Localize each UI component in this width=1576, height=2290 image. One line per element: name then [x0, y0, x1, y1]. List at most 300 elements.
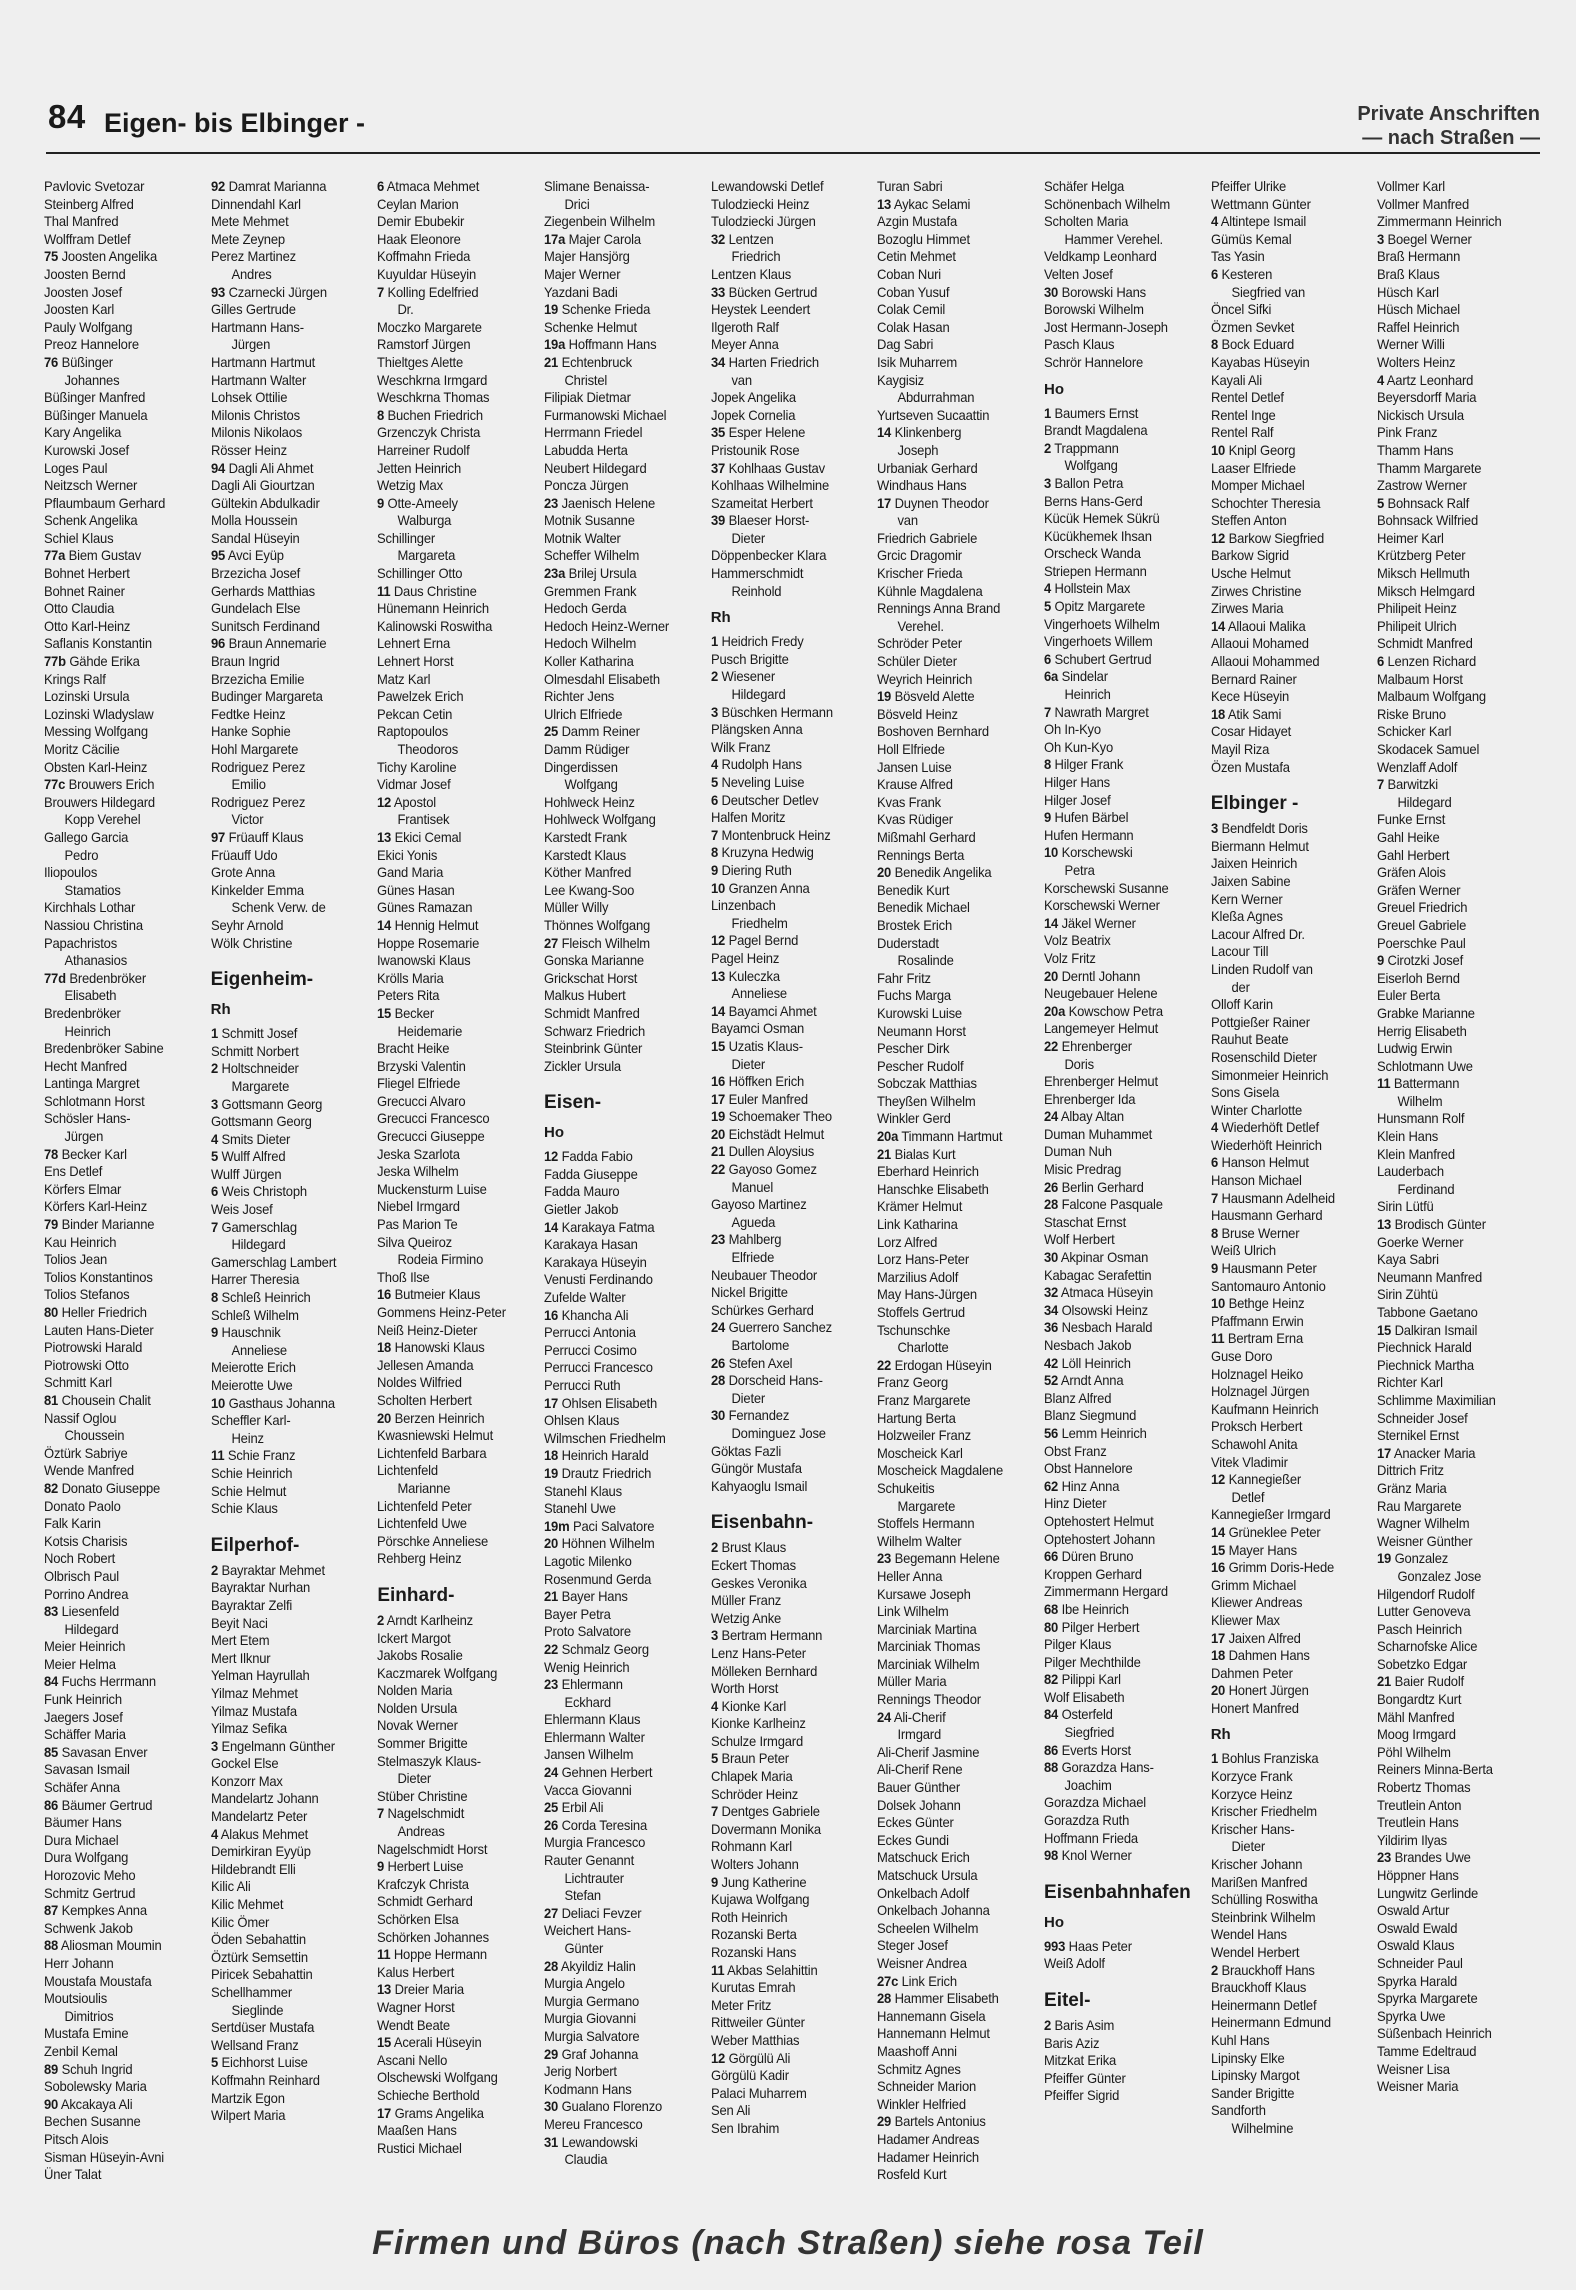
- resident-entry: [211, 1078, 362, 1096]
- resident-name: Joseph: [897, 441, 939, 458]
- resident-entry: [1044, 1425, 1195, 1443]
- resident-name: May Hans-Jürgen: [877, 1286, 978, 1303]
- resident-entry: [1377, 1462, 1528, 1480]
- resident-entry: [377, 952, 528, 970]
- resident-name: Lichtenfeld Barbara: [377, 1444, 487, 1461]
- resident-entry: [377, 1410, 528, 1428]
- resident-entry: [377, 1357, 528, 1375]
- house-number: 11: [377, 1946, 391, 1963]
- resident-name: Öncel Sifki: [1210, 301, 1271, 318]
- house-number: 8: [710, 844, 718, 861]
- resident-name: Pristounik Rose: [710, 441, 800, 458]
- resident-name: Nickel Brigitte: [710, 1284, 788, 1301]
- house-number: 5: [710, 1750, 718, 1767]
- resident-entry: [544, 1201, 695, 1219]
- resident-entry: [1377, 460, 1528, 478]
- house-number: 2: [1044, 439, 1052, 456]
- resident-name: Özmen Sevket: [1210, 318, 1294, 335]
- house-number: 9: [1044, 809, 1052, 826]
- resident-entry: [544, 319, 695, 337]
- resident-name: Falcone Pasquale: [1061, 1196, 1163, 1213]
- resident-name: Schlotmann Uwe: [1377, 1057, 1474, 1074]
- resident-entry: [1211, 1330, 1362, 1348]
- resident-entry: [544, 1183, 695, 1201]
- resident-entry: [877, 1902, 1028, 1920]
- house-number: 7: [377, 1805, 385, 1822]
- resident-entry: [1211, 1979, 1362, 1997]
- resident-entry: [211, 882, 362, 900]
- resident-entry: [44, 1498, 195, 1516]
- resident-name: Raffel Heinrich: [1377, 318, 1460, 335]
- resident-name: Mayil Riza: [1210, 741, 1269, 757]
- house-number: 5: [1377, 494, 1385, 511]
- resident-entry: [377, 1911, 528, 1929]
- resident-entry: [211, 1166, 362, 1184]
- resident-name: Bäumer Gertrud: [61, 1796, 153, 1813]
- resident-entry: [211, 1342, 362, 1360]
- resident-name: Kannegießer Irmgard: [1210, 1506, 1331, 1523]
- resident-entry: [1211, 1874, 1362, 1892]
- resident-name: Rauhut Beate: [1210, 1031, 1289, 1048]
- resident-name: Kaygisiz: [877, 371, 925, 388]
- resident-name: Nesbach Harald: [1061, 1319, 1153, 1336]
- resident-name: Hufen Bärbel: [1054, 809, 1129, 826]
- resident-entry: [544, 688, 695, 706]
- resident-name: Khancha Ali: [561, 1306, 629, 1323]
- resident-name: Paci Salvatore: [572, 1517, 655, 1534]
- resident-entry: [711, 1891, 862, 1909]
- resident-entry: [211, 1826, 362, 1844]
- resident-name: Bäumer Hans: [44, 1814, 122, 1831]
- resident-name: Yilmaz Mehmet: [210, 1684, 298, 1701]
- resident-name: Mähl Manfred: [1377, 1708, 1455, 1725]
- resident-name: Baumers Ernst: [1054, 404, 1139, 421]
- resident-name: Siegfried: [1064, 1724, 1115, 1741]
- resident-name: Miksch Hellmuth: [1377, 565, 1471, 582]
- resident-entry: [544, 811, 695, 829]
- resident-name: Olmesdahl Elisabeth: [544, 670, 660, 687]
- resident-entry: [544, 354, 695, 372]
- resident-name: Kvas Frank: [877, 793, 942, 810]
- resident-name: Düren Bruno: [1061, 1548, 1134, 1565]
- resident-entry: [544, 1940, 695, 1958]
- resident-entry: [711, 704, 862, 722]
- resident-name: Pfaffmann Erwin: [1210, 1312, 1304, 1329]
- resident-name: Drici: [564, 195, 590, 212]
- resident-entry: [377, 1198, 528, 1216]
- resident-entry: [1377, 952, 1528, 970]
- resident-name: Grote Anna: [210, 864, 275, 881]
- house-number: 11: [1210, 1330, 1225, 1347]
- resident-name: Porrino Andrea: [44, 1585, 129, 1602]
- resident-entry: [544, 1676, 695, 1694]
- resident-name: Kwasniewski Helmut: [377, 1427, 494, 1444]
- resident-entry: [377, 1023, 528, 1041]
- resident-name: Anacker Maria: [1394, 1444, 1476, 1461]
- resident-entry: [711, 284, 862, 302]
- resident-entry: [44, 319, 195, 337]
- resident-name: Körfers Elmar: [44, 1180, 122, 1197]
- resident-name: Lemm Heinrich: [1061, 1424, 1147, 1441]
- resident-name: Schneider Paul: [1377, 1954, 1464, 1971]
- resident-entry: [211, 1843, 362, 1861]
- resident-name: Gorazdza Hans-: [1061, 1759, 1154, 1776]
- resident-name: Butmeier Klaus: [394, 1286, 481, 1303]
- resident-entry: [877, 1973, 1028, 1991]
- resident-entry: [1211, 1962, 1362, 1980]
- resident-entry: [1211, 926, 1362, 944]
- resident-entry: [377, 530, 528, 548]
- resident-name: Hoffmann Hans: [568, 336, 657, 353]
- resident-entry: [1044, 1443, 1195, 1461]
- resident-entry: [711, 1768, 862, 1786]
- resident-name: Pilger Herbert: [1061, 1618, 1140, 1635]
- resident-name: Euler Berta: [1377, 987, 1441, 1004]
- resident-entry: [711, 2050, 862, 2068]
- resident-entry: [544, 424, 695, 442]
- resident-entry: [711, 1056, 862, 1074]
- resident-entry: [1377, 1744, 1528, 1762]
- resident-name: Sen Ibrahim: [710, 2119, 779, 2136]
- resident-entry: [44, 495, 195, 513]
- resident-entry: [44, 987, 195, 1005]
- resident-entry: [44, 1638, 195, 1656]
- resident-name: van: [731, 371, 752, 388]
- resident-name: Pagel Heinz: [710, 949, 779, 966]
- resident-entry: [44, 1568, 195, 1586]
- resident-name: Plängsken Anna: [710, 721, 803, 738]
- resident-entry: [877, 424, 1028, 442]
- resident-name: Charlotte: [897, 1339, 949, 1356]
- resident-entry: [1044, 301, 1195, 319]
- resident-name: Bracht Heike: [377, 1040, 450, 1057]
- house-number: 93: [210, 283, 225, 300]
- resident-name: Kopp Verehel: [64, 811, 141, 828]
- resident-name: Oswald Ewald: [1377, 1919, 1458, 1936]
- resident-name: Thieltges Alette: [377, 353, 464, 370]
- house-number: 6: [1210, 1154, 1218, 1171]
- resident-name: Vitek Vladimir: [1210, 1453, 1288, 1470]
- house-number: 20: [377, 1409, 392, 1426]
- resident-entry: [877, 2113, 1028, 2131]
- resident-name: Wagner Wilhelm: [1377, 1515, 1470, 1532]
- resident-entry: [44, 970, 195, 988]
- resident-name: Slimane Benaissa-: [544, 178, 650, 194]
- resident-name: Wagner Horst: [377, 1998, 455, 2015]
- resident-entry: [44, 1973, 195, 1991]
- resident-name: Sirin Zühtü: [1377, 1286, 1439, 1303]
- resident-entry: [877, 1322, 1028, 1340]
- resident-name: Schillinger Otto: [377, 565, 463, 582]
- resident-name: Hanschke Elisabeth: [877, 1180, 990, 1197]
- house-number: 7: [210, 1218, 218, 1235]
- directory-columns: [44, 178, 1544, 2183]
- resident-name: Demir Ebubekir: [377, 213, 465, 230]
- resident-name: Gommens Heinz-Peter: [377, 1304, 507, 1320]
- directory-column: [377, 178, 544, 2156]
- resident-name: Karakaya Hasan: [544, 1236, 638, 1253]
- resident-entry: [711, 1733, 862, 1751]
- resident-entry: [544, 336, 695, 354]
- resident-entry: [1377, 284, 1528, 302]
- resident-entry: [44, 1286, 195, 1304]
- resident-entry: [1044, 792, 1195, 810]
- resident-entry: [1211, 1665, 1362, 1683]
- resident-entry: [44, 759, 195, 777]
- resident-name: Kliewer Max: [1210, 1611, 1280, 1628]
- resident-entry: [1377, 1814, 1528, 1832]
- resident-entry: [211, 1148, 362, 1166]
- resident-name: Joosten Josef: [44, 283, 122, 300]
- resident-name: van: [897, 512, 919, 529]
- resident-entry: [711, 231, 862, 249]
- resident-entry: [211, 1113, 362, 1131]
- resident-name: Hausmann Peter: [1221, 1260, 1317, 1277]
- resident-name: Kuleczka: [728, 967, 780, 984]
- resident-entry: [377, 1286, 528, 1304]
- resident-entry: [1211, 1154, 1362, 1172]
- resident-entry: [44, 2166, 195, 2184]
- resident-name: Heidrich Fredy: [721, 633, 804, 650]
- resident-name: Rennings Theodor: [877, 1691, 982, 1708]
- resident-entry: [1044, 422, 1195, 440]
- resident-entry: [1044, 1407, 1195, 1425]
- house-number: 24: [544, 1764, 559, 1781]
- resident-name: Brandes Uwe: [1394, 1849, 1472, 1866]
- resident-name: Hunsmann Rolf: [1377, 1110, 1465, 1127]
- resident-entry: [211, 1896, 362, 1914]
- resident-name: Ali-Cherif Jasmine: [877, 1743, 980, 1760]
- resident-entry: [44, 723, 195, 741]
- resident-entry: [377, 1251, 528, 1269]
- house-number: 81: [44, 1391, 59, 1408]
- resident-name: Gähde Erika: [69, 653, 140, 670]
- resident-name: Heller Friedrich: [61, 1304, 147, 1320]
- resident-entry: [877, 970, 1028, 988]
- resident-entry: [377, 1498, 528, 1516]
- resident-entry: [44, 1744, 195, 1762]
- resident-name: Schmidt Manfred: [544, 1004, 640, 1021]
- resident-entry: [711, 1821, 862, 1839]
- house-number: 23: [710, 1231, 725, 1248]
- house-number: 1: [1210, 1750, 1218, 1767]
- resident-entry: [1044, 1847, 1195, 1865]
- resident-name: Manuel: [731, 1178, 773, 1195]
- resident-entry: [44, 1902, 195, 1920]
- resident-entry: [1377, 1322, 1528, 1340]
- resident-name: Jetten Heinrich: [377, 459, 462, 476]
- resident-name: Kurutas Emrah: [710, 1979, 796, 1996]
- resident-entry: [44, 1374, 195, 1392]
- resident-name: Tolios Konstantinos: [44, 1268, 153, 1285]
- resident-name: Akcakaya Ali: [60, 2095, 133, 2112]
- resident-entry: [711, 1267, 862, 1285]
- resident-entry: [1211, 1750, 1362, 1768]
- resident-entry: [211, 1650, 362, 1668]
- resident-entry: [1211, 424, 1362, 442]
- resident-name: Marciniak Thomas: [877, 1638, 981, 1655]
- resident-name: Mahlberg: [728, 1231, 782, 1248]
- resident-entry: [1044, 1513, 1195, 1531]
- resident-entry: [711, 442, 862, 460]
- resident-entry: [544, 1711, 695, 1729]
- resident-name: Kühnle Magdalena: [877, 582, 983, 599]
- resident-entry: [44, 2043, 195, 2061]
- resident-name: Büßinger Manuela: [44, 406, 148, 423]
- resident-name: Jaenisch Helene: [561, 494, 656, 511]
- resident-entry: [1044, 1231, 1195, 1249]
- resident-entry: [1377, 1920, 1528, 1938]
- resident-name: Büßinger Manfred: [44, 389, 146, 406]
- resident-name: Gottsmann Georg: [210, 1113, 312, 1130]
- resident-entry: [44, 1955, 195, 1973]
- resident-entry: [1211, 1436, 1362, 1454]
- house-number: 5: [1044, 598, 1052, 615]
- resident-entry: [44, 2025, 195, 2043]
- resident-entry: [544, 723, 695, 741]
- resident-name: Gümüs Kemal: [1210, 230, 1292, 247]
- resident-entry: [711, 495, 862, 513]
- resident-name: Erbil Ali: [561, 1799, 604, 1816]
- house-number: 78: [44, 1145, 59, 1162]
- resident-entry: [1211, 1577, 1362, 1595]
- resident-name: Beyit Naci: [210, 1614, 268, 1631]
- resident-name: Hammer Verehel.: [1064, 230, 1164, 247]
- resident-name: Lee Kwang-Soo: [544, 881, 635, 898]
- house-number: 34: [1044, 1301, 1059, 1318]
- resident-entry: [877, 1374, 1028, 1392]
- resident-name: Koller Katharina: [544, 653, 634, 670]
- resident-entry: [1377, 1146, 1528, 1164]
- resident-entry: [377, 935, 528, 953]
- resident-name: Pasch Heinrich: [1377, 1620, 1463, 1637]
- house-number: 1: [1044, 404, 1052, 421]
- house-number: 10: [1210, 441, 1225, 458]
- resident-name: Wilhelmine: [1231, 2119, 1293, 2136]
- resident-name: Greuel Gabriele: [1377, 916, 1467, 933]
- resident-entry: [544, 1694, 695, 1712]
- resident-entry: [1044, 880, 1195, 898]
- resident-entry: [1211, 1489, 1362, 1507]
- resident-name: Coban Yusuf: [877, 283, 950, 300]
- house-number: 28: [544, 1957, 559, 1974]
- resident-entry: [1211, 2067, 1362, 2085]
- resident-name: Hausmann Gerhard: [1210, 1207, 1323, 1224]
- resident-entry: [44, 196, 195, 214]
- resident-name: Ferdinand: [1397, 1180, 1455, 1197]
- resident-name: Uzatis Klaus-: [728, 1037, 803, 1054]
- resident-name: Heinrich Harald: [561, 1447, 649, 1464]
- resident-name: Rennings Berta: [877, 846, 965, 863]
- resident-name: Sunitsch Ferdinand: [210, 617, 320, 634]
- resident-name: Pflaumbaum Gerhard: [44, 494, 166, 511]
- resident-name: Duynen Theodor: [894, 494, 990, 511]
- resident-name: Sirin Lütfü: [1377, 1198, 1434, 1215]
- resident-entry: [1377, 600, 1528, 618]
- resident-name: Murgia Germano: [544, 1992, 640, 2009]
- resident-name: Onkelbach Adolf: [877, 1884, 970, 1901]
- resident-entry: [1044, 319, 1195, 337]
- resident-name: Jansen Luise: [877, 758, 952, 775]
- resident-entry: [544, 442, 695, 460]
- resident-entry: [711, 178, 862, 196]
- resident-name: Obst Hannelore: [1044, 1460, 1133, 1477]
- resident-name: Rohmann Karl: [710, 1838, 792, 1855]
- resident-name: Brouwers Hildegard: [44, 793, 156, 810]
- resident-name: Bayamci Osman: [710, 1020, 804, 1037]
- resident-entry: [711, 2032, 862, 2050]
- resident-entry: [44, 530, 195, 548]
- resident-entry: [877, 917, 1028, 935]
- resident-name: Dahmen Hans: [1228, 1647, 1310, 1664]
- directory-column: [1044, 178, 1211, 2104]
- resident-entry: [877, 671, 1028, 689]
- resident-name: Weiß Ulrich: [1210, 1242, 1276, 1259]
- resident-name: Benedik Kurt: [877, 881, 950, 898]
- resident-entry: [1211, 354, 1362, 372]
- resident-name: Harten Friedrich: [728, 353, 819, 370]
- resident-entry: [211, 2019, 362, 2037]
- resident-entry: [544, 583, 695, 601]
- resident-name: Meier Heinrich: [44, 1638, 126, 1655]
- house-number: 33: [710, 283, 725, 300]
- resident-entry: [877, 723, 1028, 741]
- house-number: 12: [1210, 529, 1225, 546]
- resident-entry: [544, 864, 695, 882]
- resident-name: Bredenbröker Sabine: [44, 1040, 164, 1057]
- resident-name: Brouwers Erich: [68, 776, 155, 793]
- resident-name: Schenke Frieda: [561, 301, 651, 318]
- resident-entry: [211, 1720, 362, 1738]
- resident-entry: [44, 671, 195, 689]
- resident-name: Yilmaz Mustafa: [210, 1702, 297, 1719]
- house-number: 42: [1044, 1354, 1059, 1371]
- resident-name: Harrer Theresia: [210, 1271, 299, 1288]
- resident-entry: [544, 794, 695, 812]
- resident-name: Herrig Elisabeth: [1377, 1022, 1468, 1039]
- resident-entry: [1211, 1997, 1362, 2015]
- resident-name: Lehnert Erna: [377, 635, 451, 652]
- resident-entry: [1377, 1304, 1528, 1322]
- resident-name: Zenbil Kemal: [44, 2042, 118, 2059]
- resident-entry: [1044, 1143, 1195, 1161]
- resident-entry: [377, 1858, 528, 1876]
- resident-entry: [1211, 1313, 1362, 1331]
- resident-entry: [44, 741, 195, 759]
- house-number: 77b: [44, 653, 66, 670]
- resident-entry: [377, 1075, 528, 1093]
- resident-name: Fadda Giuseppe: [544, 1165, 638, 1182]
- resident-name: Gahl Herbert: [1377, 846, 1450, 863]
- resident-name: Eichhorst Luise: [221, 2054, 308, 2071]
- resident-name: Bruse Werner: [1221, 1224, 1300, 1241]
- resident-entry: [1377, 1797, 1528, 1815]
- resident-entry: [1044, 1073, 1195, 1091]
- resident-name: Grabke Marianne: [1377, 1004, 1476, 1021]
- resident-entry: [377, 882, 528, 900]
- resident-name: Donato Paolo: [44, 1497, 121, 1514]
- resident-entry: [211, 759, 362, 777]
- resident-name: Bartolome: [731, 1337, 789, 1353]
- resident-entry: [711, 1750, 862, 1768]
- resident-name: Duman Nuh: [1044, 1143, 1112, 1160]
- resident-name: Emilio: [231, 776, 266, 793]
- resident-entry: [1211, 1471, 1362, 1489]
- resident-name: Bösveld Alette: [894, 688, 975, 705]
- resident-entry: [877, 1445, 1028, 1463]
- resident-entry: [1377, 319, 1528, 337]
- resident-entry: [711, 1592, 862, 1610]
